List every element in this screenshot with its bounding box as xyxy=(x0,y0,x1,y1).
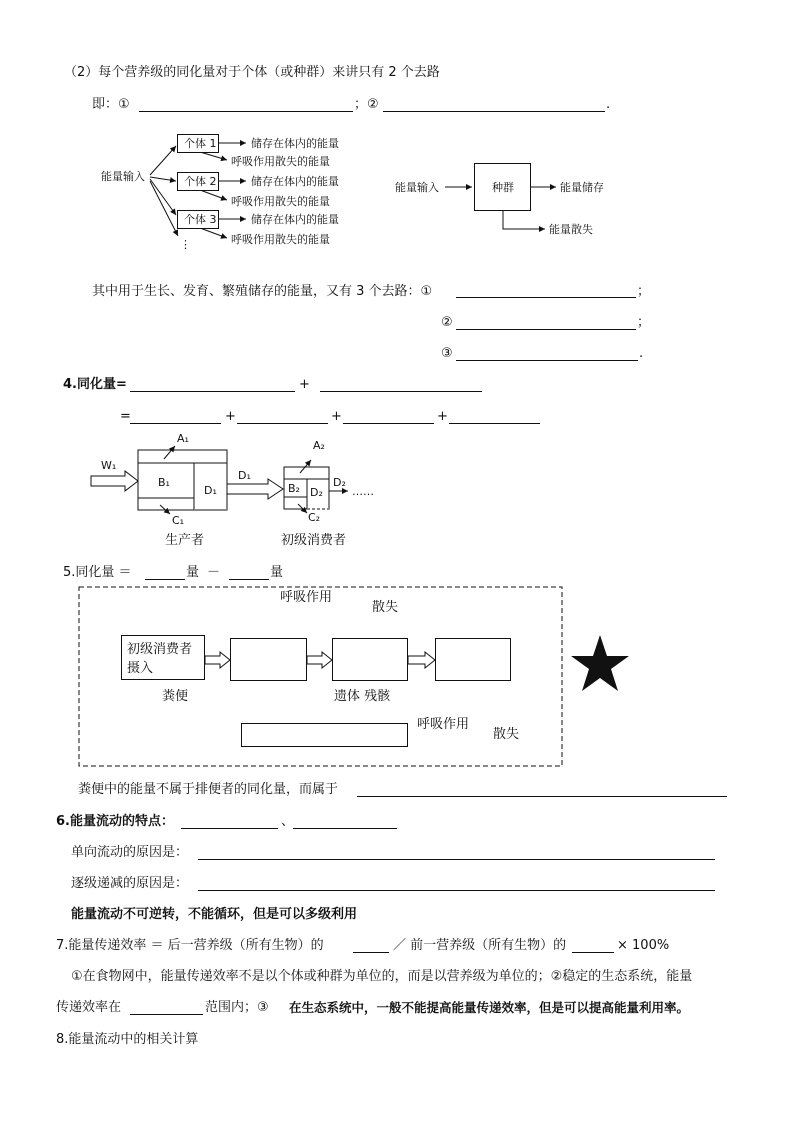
dun-sign: 、 xyxy=(281,814,295,829)
loss-label-1: 散失 xyxy=(372,600,399,615)
efficiency-note-2a: 传递效率在 xyxy=(56,1000,122,1015)
producer-label: 生产者 xyxy=(165,533,205,548)
ji-separator: ；② xyxy=(354,97,379,112)
semi-2: ； xyxy=(637,315,651,330)
liang-1: 量 xyxy=(186,565,200,580)
plus-4: + xyxy=(437,409,448,424)
individual-2-label: 个体 2 xyxy=(184,175,217,188)
d2-energy-input: 能量输入 xyxy=(395,181,439,194)
efficiency-note-1: ①在食物网中，能量传递效率不是以个体或种群为单位的，而是以营养级为单位的；②稳定的生态系统，能量 xyxy=(71,969,693,984)
growth-text: 其中用于生长、发育、繁殖储存的能量，又有 3 个去路：① xyxy=(92,284,433,299)
blank-decrease-reason[interactable] xyxy=(198,890,715,891)
continuation-dots: …… xyxy=(352,485,374,498)
feces-label: 粪便 xyxy=(162,689,189,704)
star-icon xyxy=(570,633,630,695)
section-4-title: 4.同化量= xyxy=(63,377,127,392)
individual-3-label: 个体 3 xyxy=(184,213,217,226)
blank-s7-range[interactable] xyxy=(130,1014,203,1015)
flow-bold-note: 能量流动不可逆转，不能循环，但是可以多级利用 xyxy=(71,907,358,922)
blank-one-way-reason[interactable] xyxy=(198,859,715,860)
d1-energy-input: 能量输入 xyxy=(101,170,145,183)
decrease-reason-label: 逐级递减的原因是： xyxy=(71,876,189,891)
label-W1: W₁ xyxy=(101,459,117,472)
efficiency-note-2b: 范围内；③ xyxy=(205,1000,269,1015)
efficiency-note-2c: 在生态系统中，一般不能提高能量传递效率，但是可以提高能量利用率。 xyxy=(289,1000,690,1015)
blank-feces-owner[interactable] xyxy=(357,796,727,797)
store-1: 储存在体内的能量 xyxy=(251,137,339,150)
label-B2: B₂ xyxy=(288,482,300,495)
period-3: . xyxy=(639,346,644,361)
store-3: 储存在体内的能量 xyxy=(251,213,339,226)
num-2: ② xyxy=(441,315,453,330)
individual-1-label: 个体 1 xyxy=(184,137,217,150)
semi-1: ； xyxy=(637,284,651,299)
ji-label: 即：① xyxy=(92,97,130,112)
blank-s6-a[interactable] xyxy=(181,828,278,829)
intake-text: 初级消费者摄入 xyxy=(127,642,193,676)
label-A1: A₁ xyxy=(177,432,189,445)
resp-label-2: 呼吸作用 xyxy=(417,717,470,732)
equals-row: = xyxy=(120,409,131,424)
label-D1-arrow: D₁ xyxy=(238,469,251,482)
blank-box-4[interactable] xyxy=(241,723,408,747)
section-5-title: 5.同化量 ＝ xyxy=(63,565,132,580)
plus-2: + xyxy=(225,409,236,424)
label-D1-box: D₁ xyxy=(204,484,217,497)
feces-note: 粪便中的能量不属于排便者的同化量，而属于 xyxy=(78,782,339,797)
more-individuals-dots: ⋮ xyxy=(180,238,191,251)
plus-1: + xyxy=(299,377,310,392)
energy-loss-label: 能量散失 xyxy=(549,223,593,236)
label-D2-arrow: D₂ xyxy=(333,476,346,489)
efficiency-formula-b: ／ 前一营养级（所有生物）的 xyxy=(393,938,567,953)
label-A2: A₂ xyxy=(313,439,325,452)
star-shape xyxy=(570,633,630,695)
remains-label: 遗体 残骸 xyxy=(334,689,391,704)
energy-store-label: 能量储存 xyxy=(560,181,604,194)
efficiency-formula-a: 7.能量传递效率 ＝ 后一营养级（所有生物）的 xyxy=(56,938,324,953)
resp-1: 呼吸作用散失的能量 xyxy=(231,155,330,168)
num-3: ③ xyxy=(441,346,453,361)
section-6-title: 6.能量流动的特点： xyxy=(56,814,174,829)
loss-label-2: 散失 xyxy=(493,727,520,742)
resp-3: 呼吸作用散失的能量 xyxy=(231,233,330,246)
one-way-reason-label: 单向流动的原因是： xyxy=(71,845,189,860)
section-2-title: （2）每个营养级的同化量对于个体（或种群）来讲只有 2 个去路 xyxy=(64,65,440,80)
primary-consumer-label: 初级消费者 xyxy=(281,533,347,548)
blank-box-3[interactable] xyxy=(435,638,511,681)
population-label: 种群 xyxy=(492,181,514,194)
label-D2-box: D₂ xyxy=(310,486,323,499)
blank-box-1[interactable] xyxy=(230,638,307,681)
ji-end: . xyxy=(606,97,611,112)
blank-s6-b[interactable] xyxy=(293,828,397,829)
store-2: 储存在体内的能量 xyxy=(251,175,339,188)
intake-label xyxy=(127,640,197,678)
section-8-title: 8.能量流动中的相关计算 xyxy=(56,1032,199,1047)
resp-label-1: 呼吸作用 xyxy=(280,590,333,605)
resp-2: 呼吸作用散失的能量 xyxy=(231,195,330,208)
label-B1: B₁ xyxy=(158,476,170,489)
liang-2: 量 xyxy=(270,565,284,580)
minus-sign: － xyxy=(207,565,221,580)
blank-s7-b[interactable] xyxy=(572,952,614,953)
label-C1: C₁ xyxy=(172,514,185,527)
plus-3: + xyxy=(331,409,342,424)
label-C2: C₂ xyxy=(308,511,321,524)
efficiency-formula-c: × 100% xyxy=(617,938,670,953)
blank-s7-a[interactable] xyxy=(353,952,389,953)
blank-box-2[interactable] xyxy=(332,638,408,681)
